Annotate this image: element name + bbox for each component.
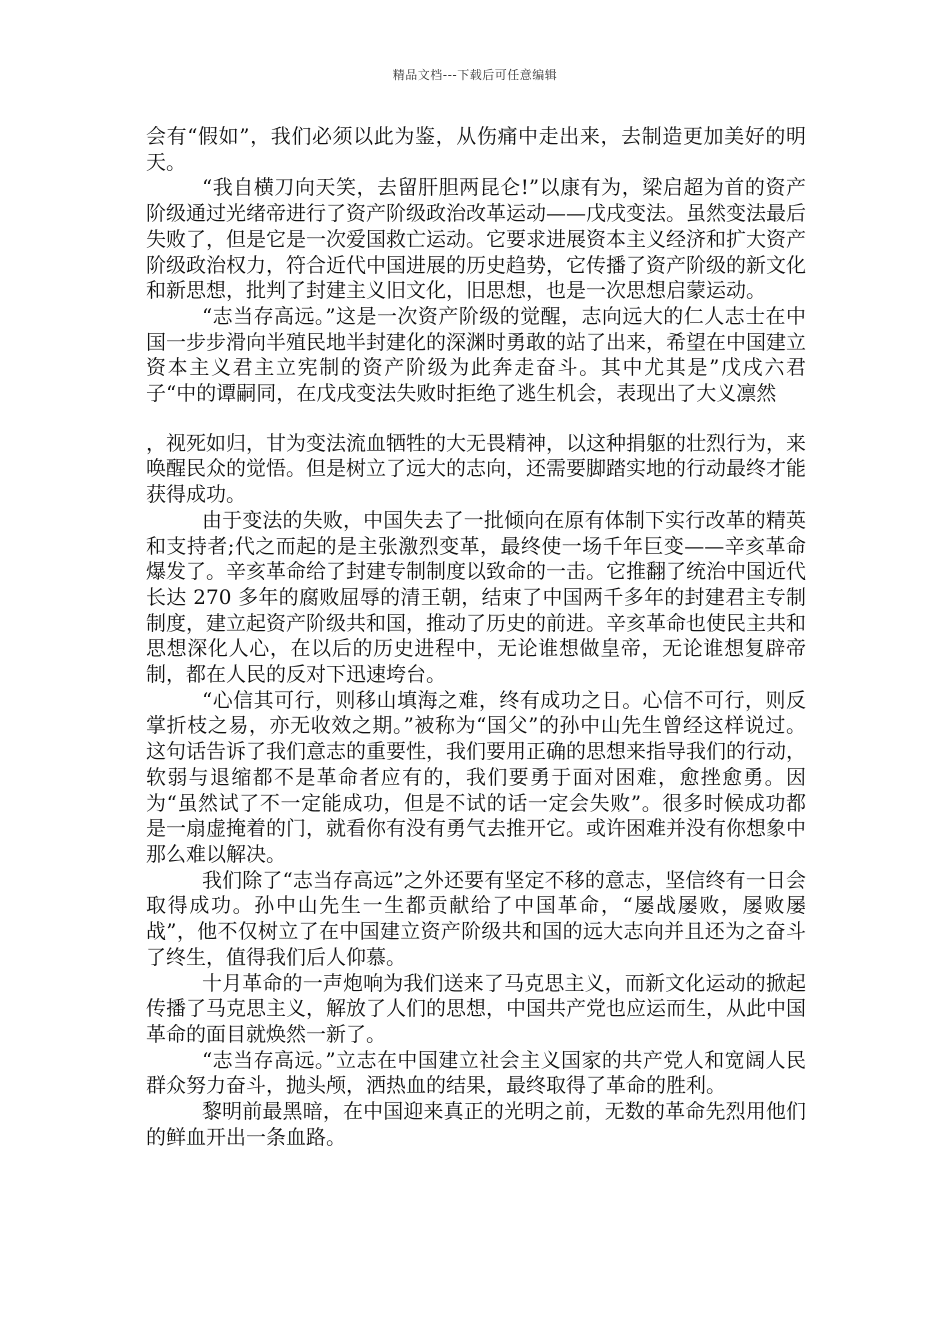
- paragraph-continuation: ，视死如归，甘为变法流血牺牲的大无畏精神，以这种捐躯的壮烈行为，来唤醒民众的觉悟。但是树立了远大的志向，还需要脚踏实地的行动最终才能获得成功。: [146, 430, 806, 507]
- paragraph: “志当存高远。”立志在中国建立社会主义国家的共产党人和宽阔人民群众努力奋斗，抛头颅，洒热血的结果，最终取得了革命的胜利。: [146, 1047, 806, 1098]
- paragraph: “志当存高远。”这是一次资产阶级的觉醒，志向远大的仁人志士在中国一步步滑向半殖民地半封建化的深渊时勇敢的站了出来，希望在中国建立资本主义君主立宪制的资产阶级为此奔走奋斗。其中尤其是”戊戌六君子“中的谭嗣同，在戊戌变法失败时拒绝了逃生机会，表现出了大义凛然: [146, 303, 806, 406]
- page-header: 精品文档---下载后可任意编辑: [392, 68, 558, 82]
- paragraph: 由于变法的失败，中国失去了一批倾向在原有体制下实行改革的精英和支持者;代之而起的是主张激烈变革，最终使一场千年巨变——辛亥革命爆发了。辛亥革命给了封建专制制度以致命的一击。它推翻了统治中国近代长达 270 多年的腐败屈辱的清王朝，结束了中国两千多年的封建君主专制制度，建立起资产阶级共和国，推动了历史的前进。辛亥革命也使民主共和思想深化人心，在以后的历史进程中，无论谁想做皇帝，无论谁想复辟帝制，都在人民的反对下迅速垮台。: [146, 507, 806, 687]
- paragraph: “心信其可行，则移山填海之难，终有成功之日。心信不可行，则反掌折枝之易，亦无收效之期。”被称为“国父”的孙中山先生曾经这样说过。这句话告诉了我们意志的重要性，我们要用正确的思想来指导我们的行动，软弱与退缩都不是革命者应有的，我们要勇于面对困难，愈挫愈勇。因为“虽然试了不一定能成功，但是不试的话一定会失败”。很多时候成功都是一扇虚掩着的门，就看你有没有勇气去推开它。或许困难并没有你想象中那么难以解决。: [146, 687, 806, 866]
- paragraph-continuation: 会有“假如”，我们必须以此为鉴，从伤痛中走出来，去制造更加美好的明天。: [146, 124, 806, 174]
- paragraph: 黎明前最黑暗，在中国迎来真正的光明之前，无数的革命先烈用他们的鲜血开出一条血路。: [146, 1099, 806, 1149]
- document-body: [146, 124, 806, 1150]
- paragraph: 我们除了“志当存高远”之外还要有坚定不移的意志，坚信终有一日会取得成功。孙中山先生一生都贡献给了中国革命，“屡战屡败，屡败屡战”，他不仅树立了在中国建立资产阶级共和国的远大志向并且还为之奋斗了终生，值得我们后人仰慕。: [146, 867, 806, 969]
- paragraph: “我自横刀向天笑，去留肝胆两昆仑!”以康有为，梁启超为首的资产阶级通过光绪帝进行了资产阶级政治改革运动——戊戌变法。虽然变法最后失败了，但是它是一次爱国救亡运动。它要求进展资本主义经济和扩大资产阶级政治权力，符合近代中国进展的历史趋势，它传播了资产阶级的新文化和新思想，批判了封建主义旧文化，旧思想，也是一次思想启蒙运动。: [146, 175, 806, 303]
- paragraph: 十月革命的一声炮响为我们送来了马克思主义，而新文化运动的掀起传播了马克思主义，解放了人们的思想，中国共产党也应运而生，从此中国革命的面目就焕然一新了。: [146, 970, 806, 1046]
